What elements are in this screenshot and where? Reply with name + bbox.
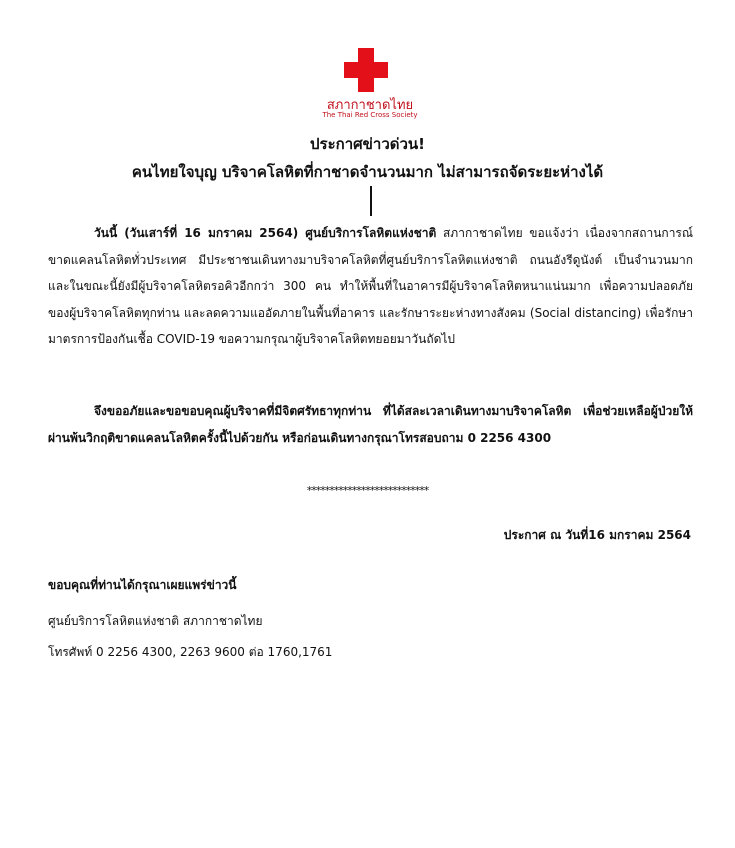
share-thanks: ขอบคุณที่ท่านได้กรุณาเผยแพร่ข่าวนี้ (48, 578, 237, 592)
announcement-lead: วันนี้ (วันเสาร์ที่ 16 มกราคม 2564) ศูนย์บริการโลหิตแห่งชาติ (94, 226, 437, 240)
headline-urgent: ประกาศข่าวด่วน! (309, 135, 426, 153)
org-name-thai: สภากาชาดไทย (326, 98, 414, 113)
contact-phone: โทรศัพท์ 0 2256 4300, 2263 9600 ต่อ 1760,1761 (48, 645, 333, 659)
announcement-date: ประกาศ ณ วันที่16 มกราคม 2564 (503, 528, 691, 542)
red-cross-horizontal-bar (344, 62, 388, 78)
separator-stars: *************************** (306, 484, 429, 497)
announcement-paragraph (48, 220, 693, 353)
headline-main: คนไทยใจบุญ บริจาคโลหิตที่กาชาดจำนวนมาก ไม่สามารถจัดระยะห่างได้ (131, 163, 604, 181)
announcement-body (48, 220, 693, 353)
announcement-text: สภากาชาดไทย ขอแจ้งว่า เนื่องจากสถานการณ์ขาดแคลนโลหิตทั่วประเทศ มีประชาชนเดินทางมาบริจาคโลหิตที่ศูนย์บริการโลหิตแห่งชาติ ถนนอังรีดูนังต์ เป็นจำนวนมาก และในขณะนี้ยังมีผู้บริจาคโลหิตรอคิวอีกกว่า 300 คน ทำให้พื้นที่ในอาคารมีผู้บริจาคโลหิตหนาแน่นมาก เพื่อความปลอดภัยของผู้บริจาคโลหิตทุกท่าน และลดความแออัดภายในพื้นที่อาคาร และรักษาระยะห่างทางสังคม (Social distancing) เพื่อรักษามาตรการป้องกันเชื้อ COVID-19 ขอความกรุณาผู้บริจาคโลหิตทยอยมาวันถัดไป (48, 226, 694, 346)
title-divider (370, 186, 372, 216)
center-name: ศูนย์บริการโลหิตแห่งชาติ สภากาชาดไทย (48, 614, 263, 628)
thanks-paragraph: จึงขออภัยและขอขอบคุณผู้บริจาคที่มีจิตศรัทธาทุกท่าน ที่ได้สละเวลาเดินทางมาบริจาคโลหิต เพื่อช่วยเหลือผู้ป่วยให้ผ่านพ้นวิกฤติขาดแคลนโลหิตครั้งนี้ไปด้วยกัน หรือก่อนเดินทางกรุณาโทรสอบถาม 0 2256 4300 (48, 404, 693, 445)
org-name-english: The Thai Red Cross Society (322, 111, 418, 119)
red-cross-icon (344, 48, 388, 92)
